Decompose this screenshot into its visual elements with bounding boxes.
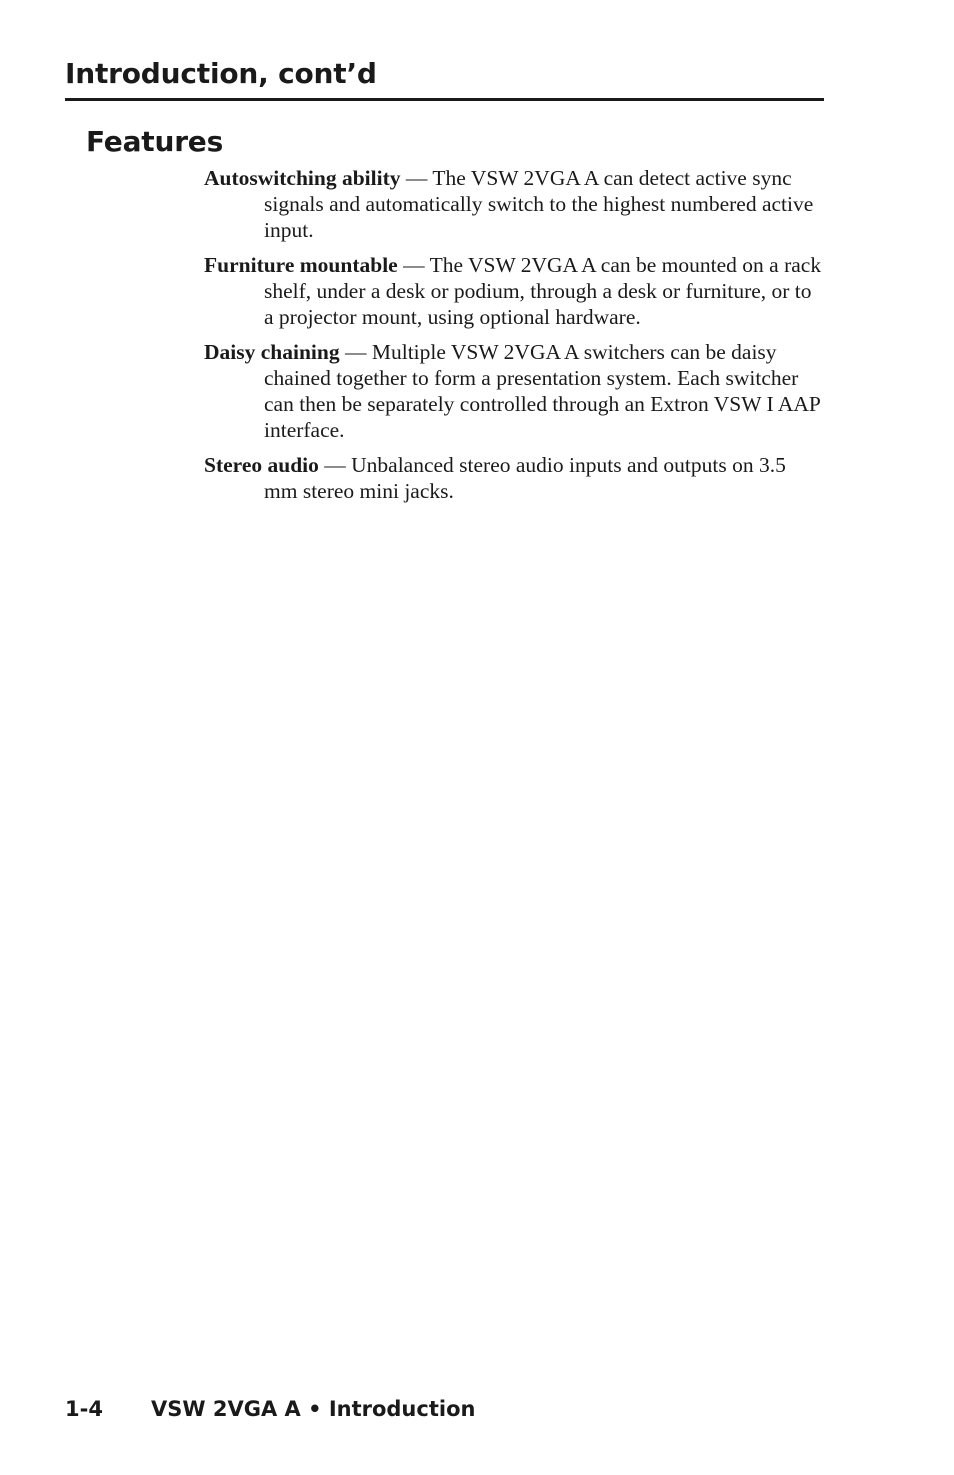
feature-term: Daisy chaining [204,340,340,364]
feature-term: Stereo audio [204,453,319,477]
feature-item [204,165,824,243]
page-footer [65,1394,475,1424]
page-header [65,56,824,101]
page-number: 1-4 [65,1397,103,1421]
feature-description: — The VSW 2VGA A can be mounted on a rack shelf, under a desk or podium, through a desk or furniture, or to a projector mount, using optional hardware. [264,253,822,329]
feature-item [204,452,824,504]
running-title: VSW 2VGA A • Introduction [151,1397,476,1421]
feature-term: Autoswitching ability [204,166,401,190]
feature-item [204,252,824,330]
feature-description: — Multiple VSW 2VGA A switchers can be daisy chained together to form a presentation system. Each switcher can then be separately controlled through an Extron VSW I AAP interface. [264,340,821,442]
section-title: Features [86,125,224,158]
features-list [204,165,824,513]
feature-term: Furniture mountable [204,253,398,277]
feature-item [204,339,824,443]
page-title: Introduction, cont’d [65,57,377,90]
feature-description: — Unbalanced stereo audio inputs and outputs on 3.5 mm stereo mini jacks. [264,453,786,503]
feature-description: — The VSW 2VGA A can detect active sync signals and automatically switch to the highest numbered active input. [264,166,814,242]
